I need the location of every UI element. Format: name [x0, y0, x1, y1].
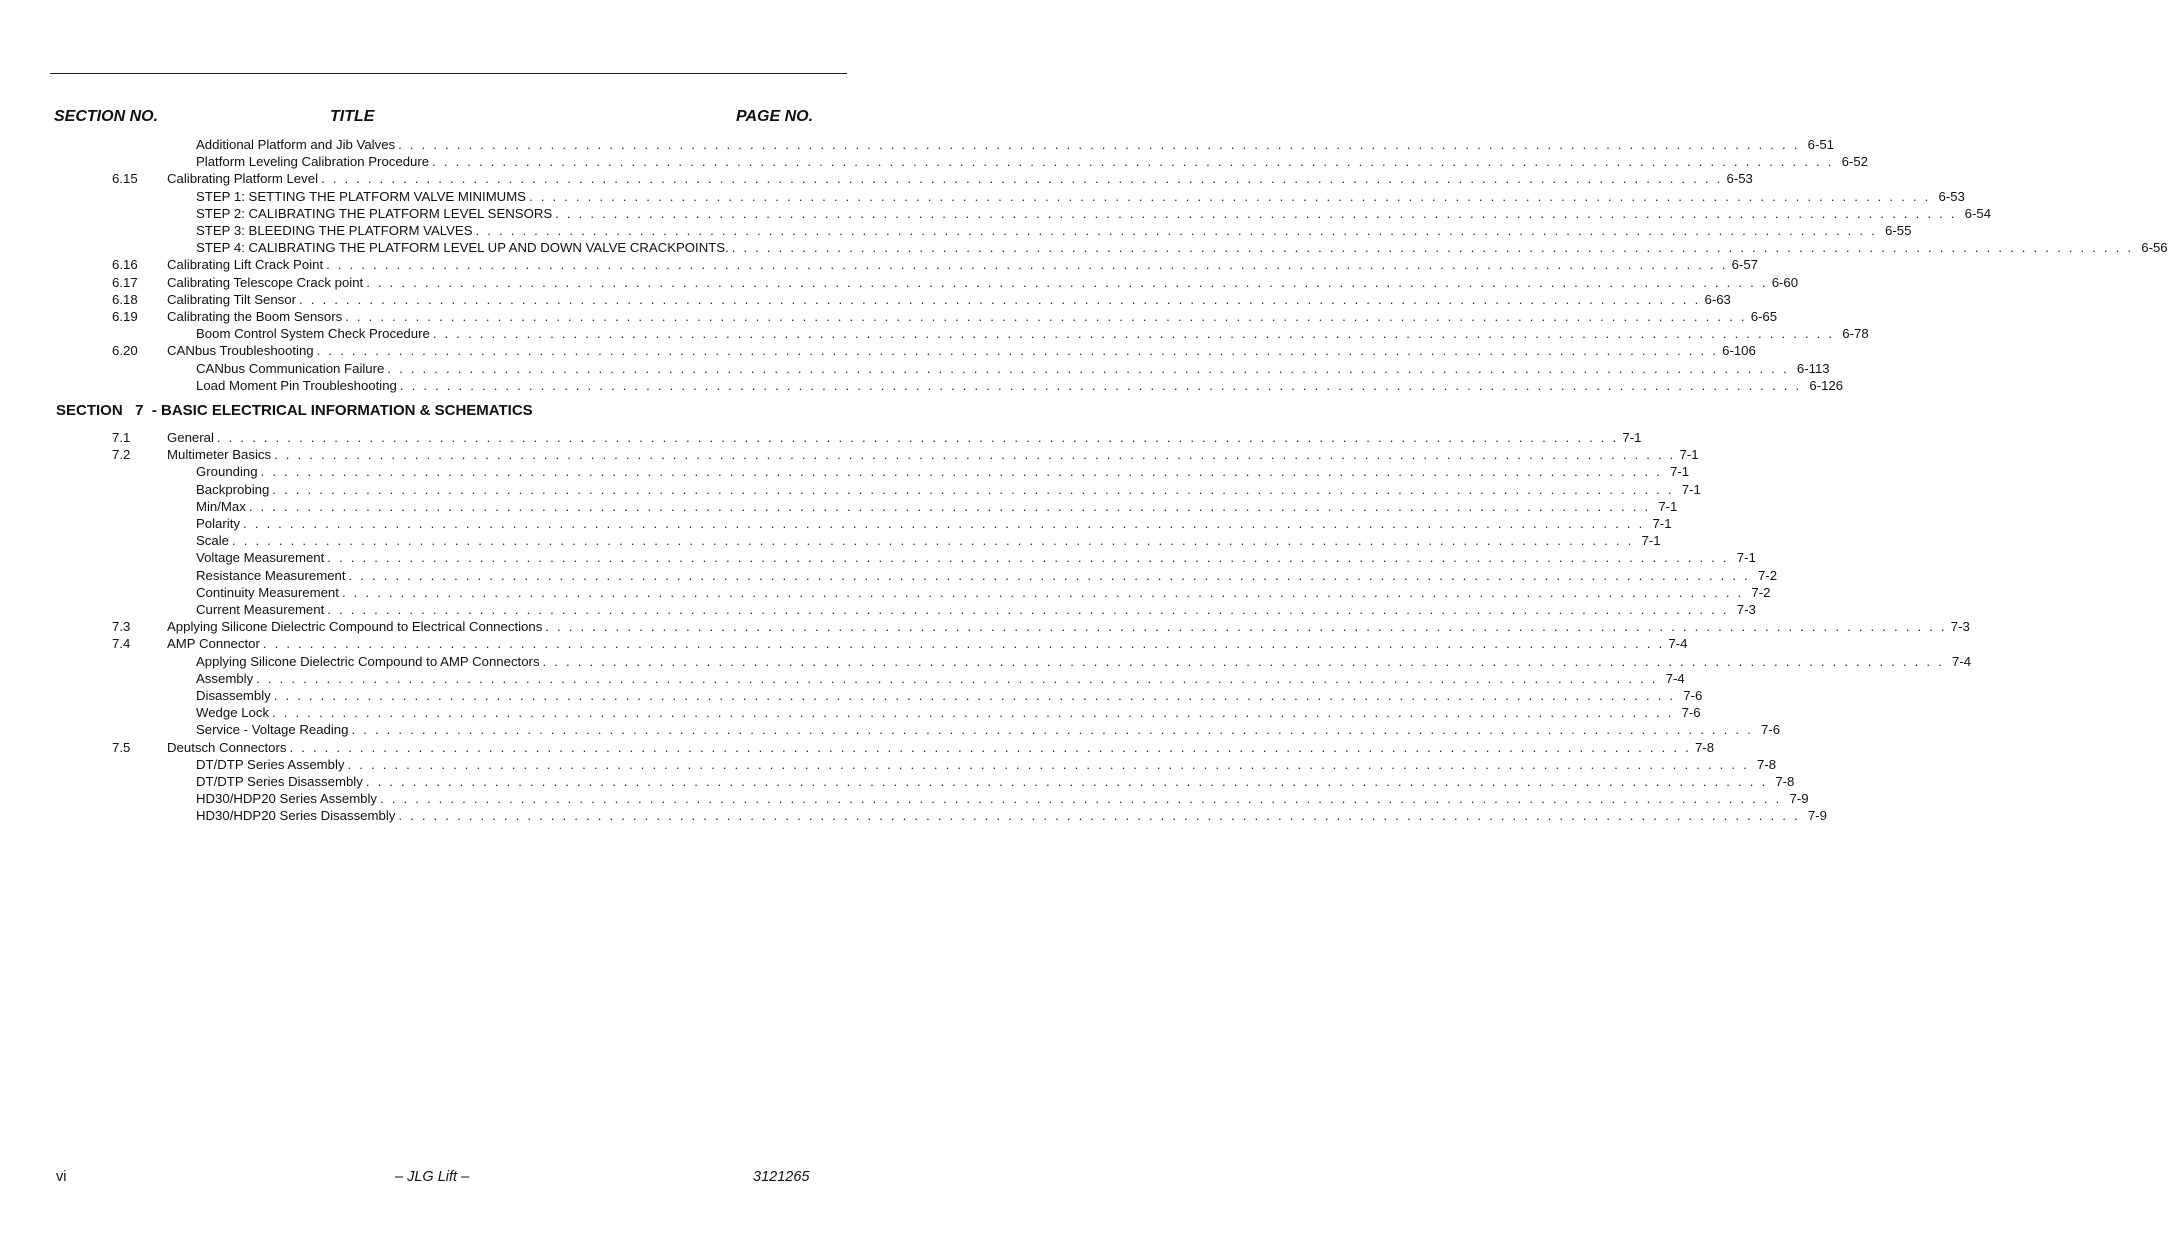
toc-entry-page: 6-56 — [2141, 240, 2168, 256]
toc-entry-line — [196, 721, 1781, 738]
dot-leader: . . . . . . . . . . . . . . . . . . . . . . . . . . . . . . . . . . . . . . . . . . . . . . . . . . . . . . . . . . . . . . . . . . . . . . . . . . . . . . . . . . . . . . . . . . . . . . . . . . . . . . . . . . . . . . . . . . . . . . . . — [528, 188, 1931, 204]
toc-entry-title: Applying Silicone Dielectric Compound to AMP Connectors — [196, 653, 540, 669]
toc-entry-page: 6-60 — [1771, 274, 1799, 290]
toc-entry-line — [167, 308, 1778, 325]
toc-entry-page: 6-65 — [1750, 309, 1778, 324]
toc-entry-page: 7-1 — [1622, 430, 1642, 445]
toc-entry-title: Continuity Measurement — [196, 584, 339, 600]
dot-leader: . . . . . . . . . . . . . . . . . . . . . . . . . . . . . . . . . . . . . . . . . . . . . . . . . . . . . . . . . . . . . . . . . . . . . . . . . . . . . . . . . . . . . . . . . . . . . . . . . . . . . . . . . . . . . . . . . . . . . . . . — [366, 274, 1768, 290]
section-7-heading: SECTION 7 - BASIC ELECTRICAL INFORMATION & SCHEMATICS — [56, 402, 533, 419]
toc-entry-page: 7-1 — [1641, 533, 1661, 549]
toc-entry-line — [196, 222, 1912, 239]
toc-entry-title: HD30/HDP20 Series Assembly — [196, 791, 378, 807]
toc-entry-line — [167, 170, 1753, 187]
toc-entry-page: 7-4 — [1952, 653, 1972, 669]
toc-entry-number: 6.18 — [112, 291, 138, 307]
toc-entry-line — [196, 463, 1690, 480]
toc-entry-page: 7-8 — [1757, 756, 1777, 772]
dot-leader: . . . . . . . . . . . . . . . . . . . . . . . . . . . . . . . . . . . . . . . . . . . . . . . . . . . . . . . . . . . . . . . . . . . . . . . . . . . . . . . . . . . . . . . . . . . . . . . . . . . . . . . . . . . . . . . . . . . . . . . . — [327, 602, 1729, 617]
toc-entry-title: Boom Control System Check Procedure — [196, 326, 430, 342]
dot-leader: . . . . . . . . . . . . . . . . . . . . . . . . . . . . . . . . . . . . . . . . . . . . . . . . . . . . . . . . . . . . . . . . . . . . . . . . . . . . . . . . . . . . . . . . . . . . . . . . . . . . . . . . . . . . . . . . . . . . . . . . — [432, 154, 1834, 170]
toc-entry-title: STEP 1: SETTING THE PLATFORM VALVE MINIMUMS — [196, 188, 526, 204]
toc-entry-title: Voltage Measurement — [196, 550, 325, 566]
dot-leader: . . . . . . . . . . . . . . . . . . . . . . . . . . . . . . . . . . . . . . . . . . . . . . . . . . . . . . . . . . . . . . . . . . . . . . . . . . . . . . . . . . . . . . . . . . . . . . . . . . . . . . . . . . . . . . . . . . . . . . . . — [432, 326, 1835, 342]
toc-entry-line — [196, 601, 1756, 618]
dot-leader: . . . . . . . . . . . . . . . . . . . . . . . . . . . . . . . . . . . . . . . . . . . . . . . . . . . . . . . . . . . . . . . . . . . . . . . . . . . . . . . . . . . . . . . . . . . . . . . . . . . . . . . . . . . . . . . . . . . . . . . . — [316, 343, 1719, 359]
toc-entry-title: Calibrating the Boom Sensors — [167, 309, 343, 324]
toc-entry-page: 7-1 — [1652, 516, 1672, 531]
dot-leader: . . . . . . . . . . . . . . . . . . . . . . . . . . . . . . . . . . . . . . . . . . . . . . . . . . . . . . . . . . . . . . . . . . . . . . . . . . . . . . . . . . . . . . . . . . . . . . . . . . . . . . . . . . . . . . . . . . . . . . . . — [262, 636, 1665, 652]
dot-leader: . . . . . . . . . . . . . . . . . . . . . . . . . . . . . . . . . . . . . . . . . . . . . . . . . . . . . . . . . . . . . . . . . . . . . . . . . . . . . . . . . . . . . . . . . . . . . . . . . . . . . . . . . . . . . . . . . . . . . . . . — [351, 722, 1753, 738]
toc-entry-line — [167, 618, 1970, 635]
dot-leader: . . . . . . . . . . . . . . . . . . . . . . . . . . . . . . . . . . . . . . . . . . . . . . . . . . . . . . . . . . . . . . . . . . . . . . . . . . . . . . . . . . . . . . . . . . . . . . . . . . . . . . . . . . . . . . . . . . . . . . . . — [242, 516, 1645, 531]
toc-entry-page: 7-8 — [1775, 774, 1795, 789]
toc-entry-page: 7-6 — [1681, 705, 1701, 721]
footer-publisher: – JLG Lift – — [395, 1169, 470, 1185]
toc-entry-number: 7.2 — [112, 447, 131, 463]
dot-leader: . . . . . . . . . . . . . . . . . . . . . . . . . . . . . . . . . . . . . . . . . . . . . . . . . . . . . . . . . . . . . . . . . . . . . . . . . . . . . . . . . . . . . . . . . . . . . . . . . . . . . . . . . . . . . . . . . . . . . . . . — [232, 533, 1634, 549]
toc-entry-page: 6-53 — [1938, 188, 1965, 204]
dot-leader: . . . . . . . . . . . . . . . . . . . . . . . . . . . . . . . . . . . . . . . . . . . . . . . . . . . . . . . . . . . . . . . . . . . . . . . . . . . . . . . . . . . . . . . . . . . . . . . . . . . . . . . . . . . . . . . . . . . . . . . . — [272, 705, 1674, 721]
toc-entry-number: 6.19 — [112, 309, 138, 324]
dot-leader: . . . . . . . . . . . . . . . . . . . . . . . . . . . . . . . . . . . . . . . . . . . . . . . . . . . . . . . . . . . . . . . . . . . . . . . . . . . . . . . . . . . . . . . . . . . . . . . . . . . . . . . . . . . . . . . . . . . . . . . . — [321, 171, 1723, 187]
toc-entry-line — [196, 653, 1972, 670]
toc-entry-page: 7-3 — [1736, 602, 1756, 617]
toc-entry-page: 6-51 — [1807, 137, 1835, 152]
dot-leader: . . . . . . . . . . . . . . . . . . . . . . . . . . . . . . . . . . . . . . . . . . . . . . . . . . . . . . . . . . . . . . . . . . . . . . . . . . . . . . . . . . . . . . . . . . . . . . . . . . . . . . . . . . . . . . . . . . . . . . . . — [299, 291, 1701, 307]
toc-entry-line — [196, 377, 1844, 394]
dot-leader: . . . . . . . . . . . . . . . . . . . . . . . . . . . . . . . . . . . . . . . . . . . . . . . . . . . . . . . . . . . . . . . . . . . . . . . . . . . . . . . . . . . . . . . . . . . . . . . . . . . . . . . . . . . . . . . . . . . . . . . . — [274, 447, 1676, 463]
dot-leader: . . . . . . . . . . . . . . . . . . . . . . . . . . . . . . . . . . . . . . . . . . . . . . . . . . . . . . . . . . . . . . . . . . . . . . . . . . . . . . . . . . . . . . . . . . . . . . . . . . . . . . . . . . . . . . . . . . . . . . . . — [256, 670, 1658, 686]
dot-leader: . . . . . . . . . . . . . . . . . . . . . . . . . . . . . . . . . . . . . . . . . . . . . . . . . . . . . . . . . . . . . . . . . . . . . . . . . . . . . . . . . . . . . . . . . . . . . . . . . . . . . . . . . . . . . . . . . . . . . . . . — [380, 791, 1782, 807]
dot-leader: . . . . . . . . . . . . . . . . . . . . . . . . . . . . . . . . . . . . . . . . . . . . . . . . . . . . . . . . . . . . . . . . . . . . . . . . . . . . . . . . . . . . . . . . . . . . . . . . . . . . . . . . . . . . . . . . . . . . . . . . — [555, 205, 1957, 221]
toc-entry-page: 6-106 — [1722, 343, 1756, 359]
toc-entry-line — [196, 515, 1672, 532]
toc-entry-line — [196, 670, 1685, 687]
toc-entry-title: Scale — [196, 533, 229, 549]
toc-entry-number: 6.17 — [112, 274, 138, 290]
toc-entry-line — [196, 687, 1703, 704]
toc-entry-title: Load Moment Pin Troubleshooting — [196, 377, 397, 393]
toc-entry-title: Assembly — [196, 670, 254, 686]
toc-entry-line — [196, 325, 1869, 342]
dot-leader: . . . . . . . . . . . . . . . . . . . . . . . . . . . . . . . . . . . . . . . . . . . . . . . . . . . . . . . . . . . . . . . . . . . . . . . . . . . . . . . . . . . . . . . . . . . . . . . . . . . . . . . . . . . . . . . . . . . . . . . . — [542, 653, 1945, 669]
toc-entry-title: Polarity — [196, 516, 240, 531]
toc-entry-line — [167, 429, 1642, 446]
dot-leader: . . . . . . . . . . . . . . . . . . . . . . . . . . . . . . . . . . . . . . . . . . . . . . . . . . . . . . . . . . . . . . . . . . . . . . . . . . . . . . . . . . . . . . . . . . . . . . . . . . . . . . . . . . . . . . . . . . . . . . . . — [260, 464, 1663, 480]
toc-entry-page: 7-1 — [1658, 498, 1678, 514]
toc-entry-line — [196, 239, 2168, 256]
toc-entry-line — [196, 756, 1777, 773]
dot-leader: . . . . . . . . . . . . . . . . . . . . . . . . . . . . . . . . . . . . . . . . . . . . . . . . . . . . . . . . . . . . . . . . . . . . . . . . . . . . . . . . . . . . . . . . . . . . . . . . . . . . . . . . . . . . . . . . . . . . . . . . — [348, 567, 1751, 583]
toc-entry-number: 7.3 — [112, 619, 131, 635]
toc-entry-line — [196, 790, 1809, 807]
dot-leader: . . . . . . . . . . . . . . . . . . . . . . . . . . . . . . . . . . . . . . . . . . . . . . . . . . . . . . . . . . . . . . . . . . . . . . . . . . . . . . . . . . . . . . . . . . . . . . . . . . . . . . . . . . . . . . . . . . . . . . . . — [475, 223, 1878, 238]
toc-entry-title: Applying Silicone Dielectric Compound to Electrical Connections — [167, 619, 543, 635]
dot-leader: . . . . . . . . . . . . . . . . . . . . . . . . . . . . . . . . . . . . . . . . . . . . . . . . . . . . . . . . . . . . . . . . . . . . . . . . . . . . . . . . . . . . . . . . . . . . . . . . . . . . . . . . . . . . . . . . . . . . . . . . — [326, 257, 1728, 273]
toc-entry-title: CANbus Troubleshooting — [167, 343, 314, 359]
top-rule — [50, 73, 847, 74]
toc-entry-title: Multimeter Basics — [167, 447, 272, 463]
toc-entry-title: Calibrating Lift Crack Point — [167, 257, 324, 273]
title-header: TITLE — [330, 108, 375, 125]
toc-entry-title: Calibrating Telescope Crack point — [167, 274, 364, 290]
toc-entry-title: Resistance Measurement — [196, 567, 346, 583]
toc-entry-line — [196, 532, 1661, 549]
toc-entry-number: 7.1 — [112, 430, 131, 445]
toc-entry-title: AMP Connector — [167, 636, 260, 652]
dot-leader: . . . . . . . . . . . . . . . . . . . . . . . . . . . . . . . . . . . . . . . . . . . . . . . . . . . . . . . . . . . . . . . . . . . . . . . . . . . . . . . . . . . . . . . . . . . . . . . . . . . . . . . . . . . . . . . . . . . . . . . . — [272, 481, 1674, 497]
toc-entry-page: 7-4 — [1665, 670, 1685, 686]
toc-entry-line — [196, 807, 1827, 824]
footer-manual-number: 3121265 — [753, 1169, 810, 1185]
dot-leader: . . . . . . . . . . . . . . . . . . . . . . . . . . . . . . . . . . . . . . . . . . . . . . . . . . . . . . . . . . . . . . . . . . . . . . . . . . . . . . . . . . . . . . . . . . . . . . . . . . . . . . . . . . . . . . . . . . . . . . . . — [387, 360, 1789, 376]
dot-leader: . . . . . . . . . . . . . . . . . . . . . . . . . . . . . . . . . . . . . . . . . . . . . . . . . . . . . . . . . . . . . . . . . . . . . . . . . . . . . . . . . . . . . . . . . . . . . . . . . . . . . . . . . . . . . . . . . . . . . . . . — [398, 137, 1800, 152]
toc-entry-title: DT/DTP Series Assembly — [196, 756, 345, 772]
toc-entry-line — [196, 584, 1771, 601]
dot-leader: . . . . . . . . . . . . . . . . . . . . . . . . . . . . . . . . . . . . . . . . . . . . . . . . . . . . . . . . . . . . . . . . . . . . . . . . . . . . . . . . . . . . . . . . . . . . . . . . . . . . . . . . . . . . . . . . . . . . . . . . — [345, 309, 1747, 324]
toc-entry-line — [196, 498, 1678, 515]
toc-entry-title: Platform Leveling Calibration Procedure — [196, 154, 430, 170]
toc-entry-line — [196, 153, 1868, 170]
toc-entry-title: Calibrating Platform Level — [167, 171, 318, 187]
toc-entry-line — [196, 549, 1756, 566]
toc-entry-line — [196, 704, 1701, 721]
toc-entry-title: STEP 2: CALIBRATING THE PLATFORM LEVEL SENSORS — [196, 205, 553, 221]
toc-entry-line — [167, 635, 1688, 652]
dot-leader: . . . . . . . . . . . . . . . . . . . . . . . . . . . . . . . . . . . . . . . . . . . . . . . . . . . . . . . . . . . . . . . . . . . . . . . . . . . . . . . . . . . . . . . . . . . . . . . . . . . . . . . . . . . . . . . . . . . . . . . . — [731, 240, 2134, 256]
dot-leader: . . . . . . . . . . . . . . . . . . . . . . . . . . . . . . . . . . . . . . . . . . . . . . . . . . . . . . . . . . . . . . . . . . . . . . . . . . . . . . . . . . . . . . . . . . . . . . . . . . . . . . . . . . . . . . . . . . . . . . . . — [327, 550, 1729, 566]
toc-entry-page: 6-113 — [1796, 360, 1830, 376]
toc-entry-page: 6-55 — [1885, 223, 1912, 238]
toc-entry-title: DT/DTP Series Disassembly — [196, 774, 363, 789]
dot-leader: . . . . . . . . . . . . . . . . . . . . . . . . . . . . . . . . . . . . . . . . . . . . . . . . . . . . . . . . . . . . . . . . . . . . . . . . . . . . . . . . . . . . . . . . . . . . . . . . . . . . . . . . . . . . . . . . . . . . . . . . — [289, 739, 1691, 755]
toc-entry-page: 6-57 — [1731, 257, 1759, 273]
dot-leader: . . . . . . . . . . . . . . . . . . . . . . . . . . . . . . . . . . . . . . . . . . . . . . . . . . . . . . . . . . . . . . . . . . . . . . . . . . . . . . . . . . . . . . . . . . . . . . . . . . . . . . . . . . . . . . . . . . . . . . . . — [365, 774, 1768, 789]
toc-entry-number: 6.20 — [112, 343, 138, 359]
toc-entry-title: STEP 3: BLEEDING THE PLATFORM VALVES — [196, 223, 473, 238]
toc-entry-title: STEP 4: CALIBRATING THE PLATFORM LEVEL UP AND DOWN VALVE CRACKPOINTS. — [196, 240, 729, 256]
toc-entry-title: Disassembly — [196, 688, 271, 703]
toc-entry-title: Current Measurement — [196, 602, 325, 617]
toc-entry-page: 6-63 — [1704, 291, 1731, 307]
toc-entry-page: 7-6 — [1760, 722, 1781, 738]
toc-entry-line — [196, 567, 1778, 584]
footer-page-number: vi — [56, 1169, 67, 1185]
toc-entry-page: 6-53 — [1726, 171, 1753, 187]
dot-leader: . . . . . . . . . . . . . . . . . . . . . . . . . . . . . . . . . . . . . . . . . . . . . . . . . . . . . . . . . . . . . . . . . . . . . . . . . . . . . . . . . . . . . . . . . . . . . . . . . . . . . . . . . . . . . . . . . . . . . . . . — [248, 498, 1651, 514]
toc-entry-page: 6-52 — [1841, 154, 1868, 170]
toc-entry-title: Calibrating Tilt Sensor — [167, 291, 297, 307]
toc-entry-line — [167, 342, 1756, 359]
toc-entry-page: 7-1 — [1670, 464, 1690, 480]
toc-entry-title: Grounding — [196, 464, 258, 480]
section-no-header: SECTION NO. — [54, 108, 159, 125]
toc-entry-title: Deutsch Connectors — [167, 739, 287, 755]
toc-entry-page: 7-6 — [1683, 688, 1703, 703]
dot-leader: . . . . . . . . . . . . . . . . . . . . . . . . . . . . . . . . . . . . . . . . . . . . . . . . . . . . . . . . . . . . . . . . . . . . . . . . . . . . . . . . . . . . . . . . . . . . . . . . . . . . . . . . . . . . . . . . . . . . . . . . — [399, 377, 1802, 393]
toc-entry-line — [196, 360, 1830, 377]
toc-entry-page: 7-1 — [1679, 447, 1699, 463]
toc-entry-line — [196, 205, 1992, 222]
toc-entry-line — [167, 291, 1731, 308]
toc-entry-page: 6-78 — [1842, 326, 1869, 342]
toc-entry-line — [196, 188, 1965, 205]
dot-leader: . . . . . . . . . . . . . . . . . . . . . . . . . . . . . . . . . . . . . . . . . . . . . . . . . . . . . . . . . . . . . . . . . . . . . . . . . . . . . . . . . . . . . . . . . . . . . . . . . . . . . . . . . . . . . . . . . . . . . . . . — [347, 756, 1750, 772]
toc-entry-page: 7-9 — [1807, 808, 1827, 824]
toc-entry-page: 7-9 — [1789, 791, 1809, 807]
toc-entry-page: 7-2 — [1758, 567, 1778, 583]
toc-entry-page: 7-1 — [1736, 550, 1756, 566]
toc-entry-line — [167, 256, 1759, 273]
toc-entry-page: 7-8 — [1694, 739, 1715, 755]
toc-entry-line — [196, 773, 1795, 790]
toc-entry-number: 6.15 — [112, 171, 138, 187]
toc-entry-page: 7-3 — [1950, 619, 1970, 635]
toc-entry-line — [196, 136, 1835, 153]
toc-entry-title: HD30/HDP20 Series Disassembly — [196, 808, 396, 824]
toc-entry-title: Backprobing — [196, 481, 270, 497]
toc-entry-title: General — [167, 430, 214, 445]
toc-entry-line — [167, 274, 1799, 291]
toc-entry-title: Additional Platform and Jib Valves — [196, 137, 396, 152]
dot-leader: . . . . . . . . . . . . . . . . . . . . . . . . . . . . . . . . . . . . . . . . . . . . . . . . . . . . . . . . . . . . . . . . . . . . . . . . . . . . . . . . . . . . . . . . . . . . . . . . . . . . . . . . . . . . . . . . . . . . . . . . — [545, 619, 1947, 635]
dot-leader: . . . . . . . . . . . . . . . . . . . . . . . . . . . . . . . . . . . . . . . . . . . . . . . . . . . . . . . . . . . . . . . . . . . . . . . . . . . . . . . . . . . . . . . . . . . . . . . . . . . . . . . . . . . . . . . . . . . . . . . . — [216, 430, 1619, 445]
toc-entry-number: 7.4 — [112, 636, 131, 652]
toc-entry-title: Wedge Lock — [196, 705, 270, 721]
toc-entry-number: 6.16 — [112, 257, 138, 273]
toc-entry-line — [167, 739, 1715, 756]
toc-entry-page: 7-1 — [1681, 481, 1701, 497]
dot-leader: . . . . . . . . . . . . . . . . . . . . . . . . . . . . . . . . . . . . . . . . . . . . . . . . . . . . . . . . . . . . . . . . . . . . . . . . . . . . . . . . . . . . . . . . . . . . . . . . . . . . . . . . . . . . . . . . . . . . . . . . — [273, 688, 1676, 703]
toc-entry-page: 6-126 — [1809, 377, 1844, 393]
toc-entry-title: Min/Max — [196, 498, 246, 514]
toc-entry-page: 7-4 — [1668, 636, 1688, 652]
dot-leader: . . . . . . . . . . . . . . . . . . . . . . . . . . . . . . . . . . . . . . . . . . . . . . . . . . . . . . . . . . . . . . . . . . . . . . . . . . . . . . . . . . . . . . . . . . . . . . . . . . . . . . . . . . . . . . . . . . . . . . . . — [398, 808, 1800, 824]
toc-entry-line — [167, 446, 1699, 463]
toc-entry-number: 7.5 — [112, 739, 131, 755]
page-no-header: PAGE NO. — [736, 108, 814, 125]
toc-entry-title: CANbus Communication Failure — [196, 360, 385, 376]
toc-entry-title: Service - Voltage Reading — [196, 722, 349, 738]
toc-entry-page: 6-54 — [1964, 205, 1992, 221]
toc-entry-line — [196, 481, 1701, 498]
dot-leader: . . . . . . . . . . . . . . . . . . . . . . . . . . . . . . . . . . . . . . . . . . . . . . . . . . . . . . . . . . . . . . . . . . . . . . . . . . . . . . . . . . . . . . . . . . . . . . . . . . . . . . . . . . . . . . . . . . . . . . . . — [341, 584, 1744, 600]
toc-entry-page: 7-2 — [1751, 584, 1771, 600]
